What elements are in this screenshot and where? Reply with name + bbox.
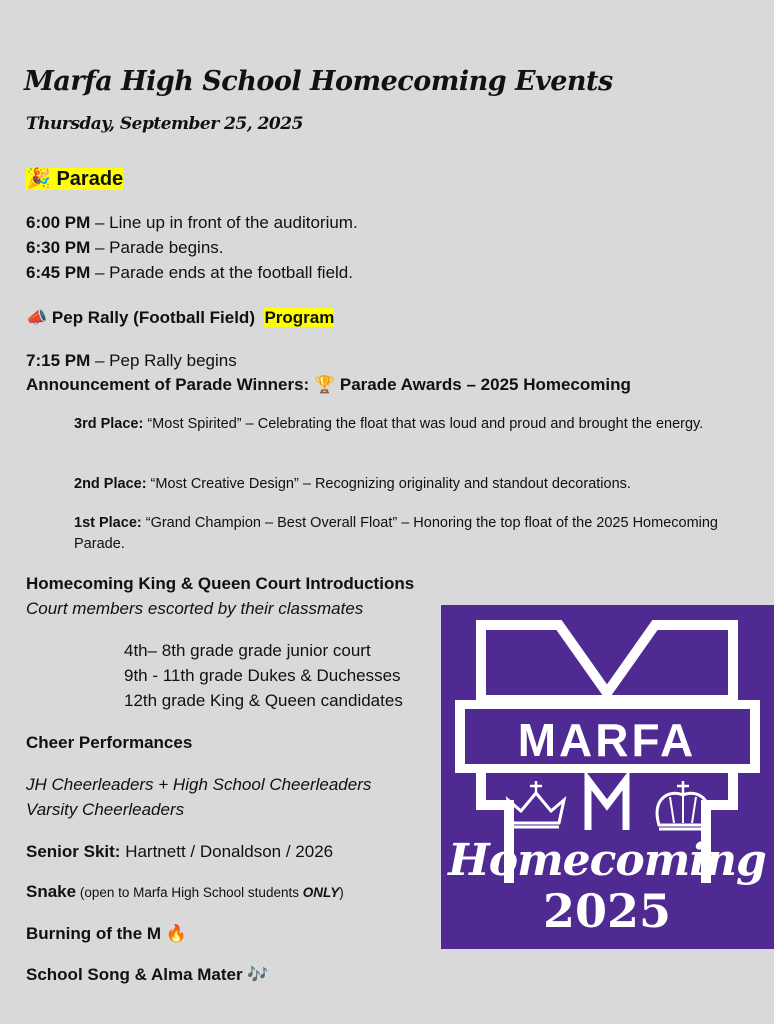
crown-left-icon	[508, 781, 564, 827]
award-second-place: 2nd Place: “Most Creative Design” – Recognizing originality and standout decorations.	[74, 476, 631, 492]
senior-skit: Senior Skit: Hartnett / Donaldson / 2026	[26, 842, 334, 861]
music-notes-icon: 🎶	[247, 965, 269, 984]
megaphone-icon: 📣	[26, 308, 48, 327]
pep-rally-start: 7:15 PM – Pep Rally begins	[26, 351, 237, 370]
snake-line: Snake (open to Marfa High School students ONLY)	[26, 882, 344, 901]
burning-line: Burning of the M 🔥	[26, 924, 187, 943]
cheer-heading: Cheer Performances	[26, 733, 193, 752]
pep-rally-heading	[26, 308, 334, 328]
school-song-line: School Song & Alma Mater 🎶	[26, 965, 269, 984]
page-title: Marfa High School Homecoming Events	[24, 66, 613, 97]
logo-marfa-text: MARFA	[517, 714, 697, 766]
parade-schedule-item: 6:00 PM – Line up in front of the auditorium.	[26, 213, 358, 232]
event-date: Thursday, September 25, 2025	[26, 114, 303, 134]
logo-year-text: 2025	[542, 884, 672, 938]
award-first-place: 1st Place: “Grand Champion – Best Overall Float” – Honoring the top float of the 2025 Homecoming Parade.	[74, 515, 718, 552]
parade-title: Parade	[56, 168, 124, 190]
program-label: Program	[264, 308, 335, 327]
pep-rally-title: Pep Rally (Football Field)	[51, 308, 255, 327]
cheer-line: JH Cheerleaders + High School Cheerleaders	[26, 775, 372, 794]
court-heading: Homecoming King & Queen Court Introductions	[26, 574, 415, 593]
court-item: 12th grade King & Queen candidates	[124, 691, 403, 710]
party-popper-icon: 🎉	[26, 168, 51, 190]
parade-schedule-item: 6:30 PM – Parade begins.	[26, 238, 224, 257]
logo-homecoming-text: Homecoming	[448, 835, 766, 886]
cheer-line: Varsity Cheerleaders	[26, 800, 185, 819]
award-third-place: 3rd Place: “Most Spirited” – Celebrating the float that was loud and proud and brought the energy.	[74, 416, 704, 432]
logo-graphic	[441, 605, 774, 949]
parade-schedule-item: 6:45 PM – Parade ends at the football field.	[26, 263, 353, 282]
announcement-line: Announcement of Parade Winners: 🏆 Parade Awards – 2025 Homecoming	[26, 375, 631, 394]
fire-icon: 🔥	[165, 924, 187, 943]
court-item: 9th - 11th grade Dukes & Duchesses	[124, 666, 401, 685]
court-item: 4th– 8th grade grade junior court	[124, 641, 371, 660]
trophy-icon: 🏆	[313, 375, 336, 394]
parade-heading	[26, 166, 123, 191]
homecoming-logo	[441, 605, 774, 949]
court-subtitle: Court members escorted by their classmates	[26, 599, 364, 618]
